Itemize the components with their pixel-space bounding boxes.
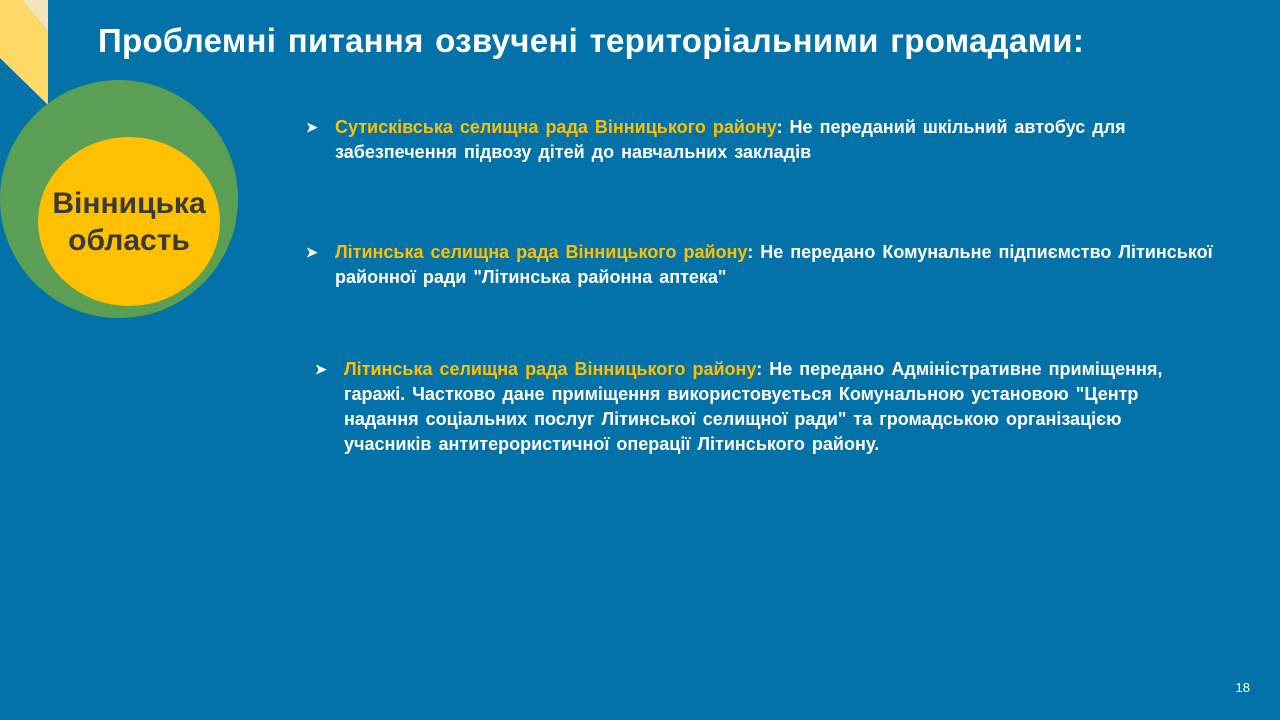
slide-title: Проблемні питання озвучені територіальними громадами: (98, 22, 1085, 59)
issue-description: : Не передано Адміністративне приміщення, гаражі. Частково дане приміщення використовується Комунальною установою "Центр надання соціальних послуг Літинської селищної ради" та громадською організацією учасників антитерористичної операції Літинського району. (344, 359, 1163, 454)
issue-council-name: Сутисківська селищна рада Вінницького району (335, 117, 777, 137)
issue-description: : Не переданий шкільний автобус для забезпечення підвозу дітей до навчальних закладів (335, 117, 1126, 162)
issue-council-name: Літинська селищна рада Вінницького району (344, 359, 757, 379)
arrow-bullet-icon: ➤ (306, 119, 318, 135)
arrow-bullet-icon: ➤ (306, 244, 318, 260)
issue-description: : Не передано Комунальне підпиємство Літинської районної ради "Літинська районна аптека" (335, 242, 1213, 287)
issue-item (306, 115, 1226, 165)
page-number: 18 (1235, 680, 1250, 695)
corner-ribbon-decoration (0, 0, 48, 105)
region-label: Вінницька область (52, 186, 206, 257)
issue-item (315, 357, 1215, 457)
region-inner-circle (38, 137, 220, 306)
issue-text (335, 115, 1226, 165)
issue-text (344, 357, 1215, 457)
issue-council-name: Літинська селищна рада Вінницького району (335, 242, 748, 262)
issue-text (335, 240, 1246, 290)
arrow-bullet-icon: ➤ (315, 361, 327, 377)
issue-item (306, 240, 1246, 290)
